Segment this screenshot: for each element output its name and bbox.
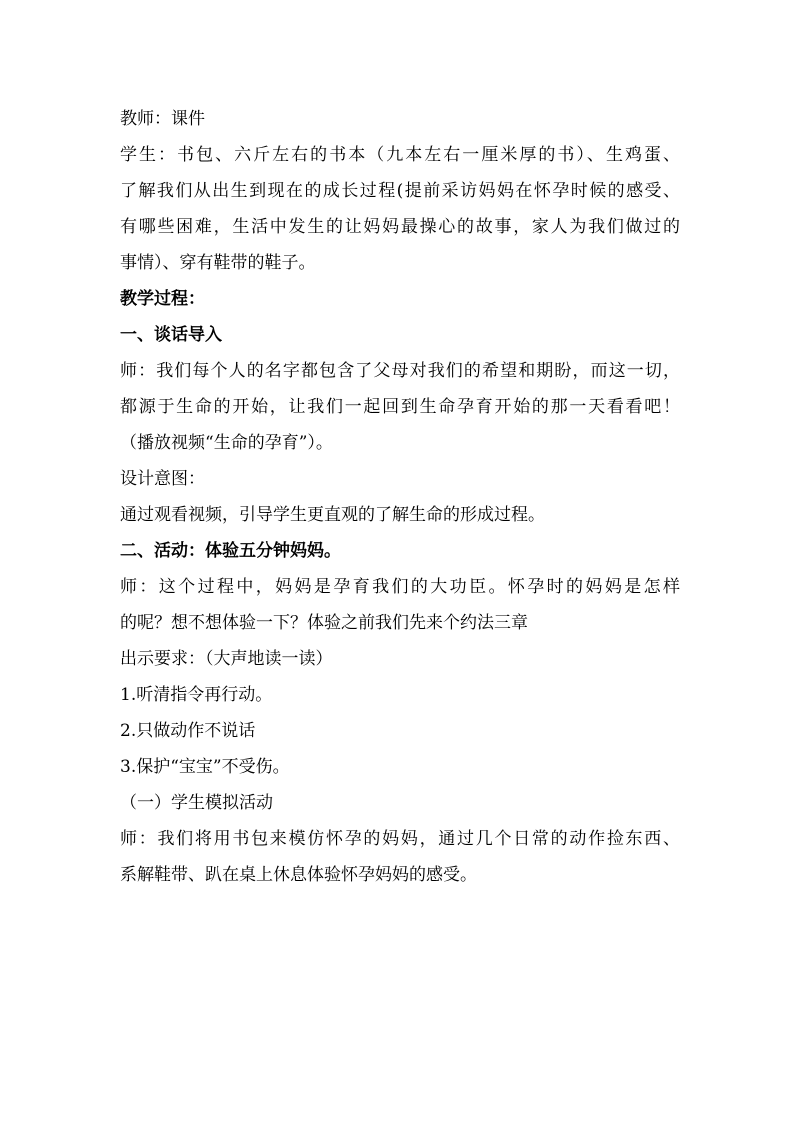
section-two-heading: 二、活动：体验五分钟妈妈。 — [120, 541, 341, 561]
requirement-item-1: 1.听清指令再行动。 — [120, 685, 273, 705]
design-intent-label: 设计意图： — [120, 469, 205, 489]
requirement-item-3: 3.保护“宝宝”不受伤。 — [120, 757, 290, 777]
activity-paragraph-line-1: 师：这个过程中，妈妈是孕育我们的大功臣。怀孕时的妈妈是怎样 — [120, 577, 680, 597]
teaching-process-heading: 教学过程： — [120, 289, 205, 309]
materials-student-line-3: 有哪些困难，生活中发生的让妈妈最操心的故事，家人为我们做过的 — [120, 217, 680, 237]
section-one-heading: 一、谈话导入 — [120, 325, 222, 345]
materials-student-line-1: 学生：书包、六斤左右的书本（九本左右一厘米厚的书）、生鸡蛋、 — [120, 145, 680, 165]
document-body — [120, 101, 680, 893]
design-intent-text: 通过观看视频，引导学生更直观的了解生命的形成过程。 — [120, 505, 545, 525]
intro-paragraph-line-1: 师：我们每个人的名字都包含了父母对我们的希望和期盼，而这一切， — [120, 361, 680, 381]
intro-paragraph-line-3: （播放视频“生命的孕育”）。 — [120, 433, 333, 453]
activity-paragraph-line-2: 的呢？想不想体验一下？体验之前我们先来个约法三章 — [120, 613, 528, 633]
materials-student-line-4: 事情）、穿有鞋带的鞋子。 — [120, 253, 316, 273]
requirements-label: 出示要求：（大声地读一读） — [120, 649, 333, 669]
materials-teacher-line: 教师：课件 — [120, 109, 205, 129]
simulation-paragraph-line-1: 师：我们将用书包来模仿怀孕的妈妈，通过几个日常的动作捡东西、 — [120, 829, 680, 849]
simulation-paragraph-line-2: 系解鞋带、趴在桌上休息体验怀孕妈妈的感受。 — [120, 865, 477, 885]
requirement-item-2: 2.只做动作不说话 — [120, 721, 256, 741]
subsection-one-heading: （一）学生模拟活动 — [120, 793, 273, 813]
materials-student-line-2: 了解我们从出生到现在的成长过程(提前采访妈妈在怀孕时候的感受、 — [120, 181, 680, 201]
intro-paragraph-line-2: 都源于生命的开始，让我们一起回到生命孕育开始的那一天看看吧！ — [120, 397, 680, 417]
